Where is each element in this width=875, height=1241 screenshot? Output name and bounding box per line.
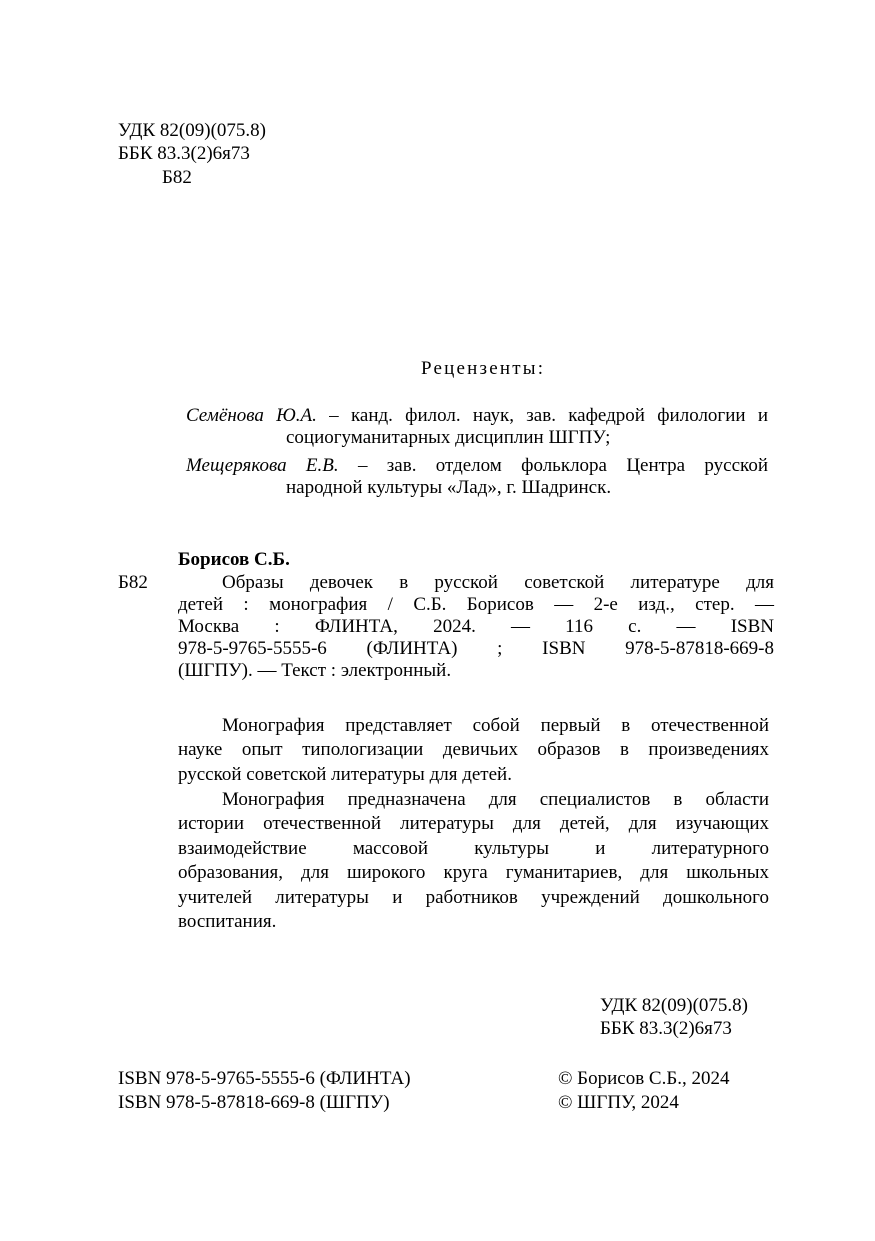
bib-description (178, 572, 774, 682)
isbn-shgpu: ISBN 978-5-87818-669-8 (ШГПУ) (118, 1092, 390, 1113)
annotation-line: образования, для широкого круга гуманитариев, для школьных (178, 862, 769, 884)
annotation-line: Монография представляет собой первый в отечественной (222, 715, 769, 736)
annotation-paragraph (178, 788, 769, 934)
bib-author-sign: Б82 (118, 572, 148, 593)
annotation-line: Монография предназначена для специалистов в области (222, 789, 769, 810)
bib-line: Москва : ФЛИНТА, 2024. — 116 с. — ISBN (178, 616, 774, 637)
annotation-line: взаимодействие массовой культуры и литературного (178, 837, 769, 859)
reviewer-credentials: – зав. отделом фольклора Центра русской (338, 455, 768, 476)
reviewer-credentials: – канд. филол. наук, зав. кафедрой филологии и (316, 405, 768, 426)
udk-code-bottom: УДК 82(09)(075.8) (600, 995, 748, 1016)
bib-line: Образы девочек в русской советской литературе для (222, 572, 774, 593)
bib-line: детей : монография / С.Б. Борисов — 2-е изд., стер. — (178, 594, 774, 615)
bbk-code-bottom: ББК 83.3(2)6я73 (600, 1018, 732, 1039)
reviewers-heading: Рецензенты: (421, 358, 546, 379)
bib-line: 978-5-9765-5555-6 (ФЛИНТА) ; ISBN 978-5-87818-669-8 (178, 638, 774, 659)
reviewer-name: Семёнова Ю.А. (186, 405, 317, 426)
annotation-line: учителей литературы и работников учреждений дошкольного (178, 886, 769, 908)
annotation-line: русской советской литературы для детей. (178, 763, 512, 785)
bib-line: (ШГПУ). — Текст : электронный. (178, 660, 452, 681)
reviewer-entry (186, 455, 768, 499)
reviewer-credentials-cont: народной культуры «Лад», г. Шадринск. (286, 477, 612, 498)
annotation-paragraph (178, 714, 769, 787)
annotation-line: истории отечественной литературы для детей, для изучающих (178, 813, 769, 835)
author-sign-top: Б82 (162, 167, 192, 188)
annotation-line: воспитания. (178, 910, 277, 932)
reviewer-credentials-cont: социогуманитарных дисциплин ШГПУ; (286, 427, 611, 448)
reviewer-entry (186, 405, 768, 449)
bib-author: Борисов С.Б. (178, 549, 290, 570)
isbn-flinta: ISBN 978-5-9765-5555-6 (ФЛИНТА) (118, 1068, 411, 1089)
bbk-code-top: ББК 83.3(2)6я73 (118, 143, 250, 164)
copyright-author: © Борисов С.Б., 2024 (558, 1068, 730, 1089)
annotation-line: науке опыт типологизации девичьих образов в произведениях (178, 739, 769, 761)
udk-code-top: УДК 82(09)(075.8) (118, 120, 266, 141)
copyright-publisher: © ШГПУ, 2024 (558, 1092, 679, 1113)
reviewer-name: Мещерякова Е.В. (186, 455, 339, 476)
